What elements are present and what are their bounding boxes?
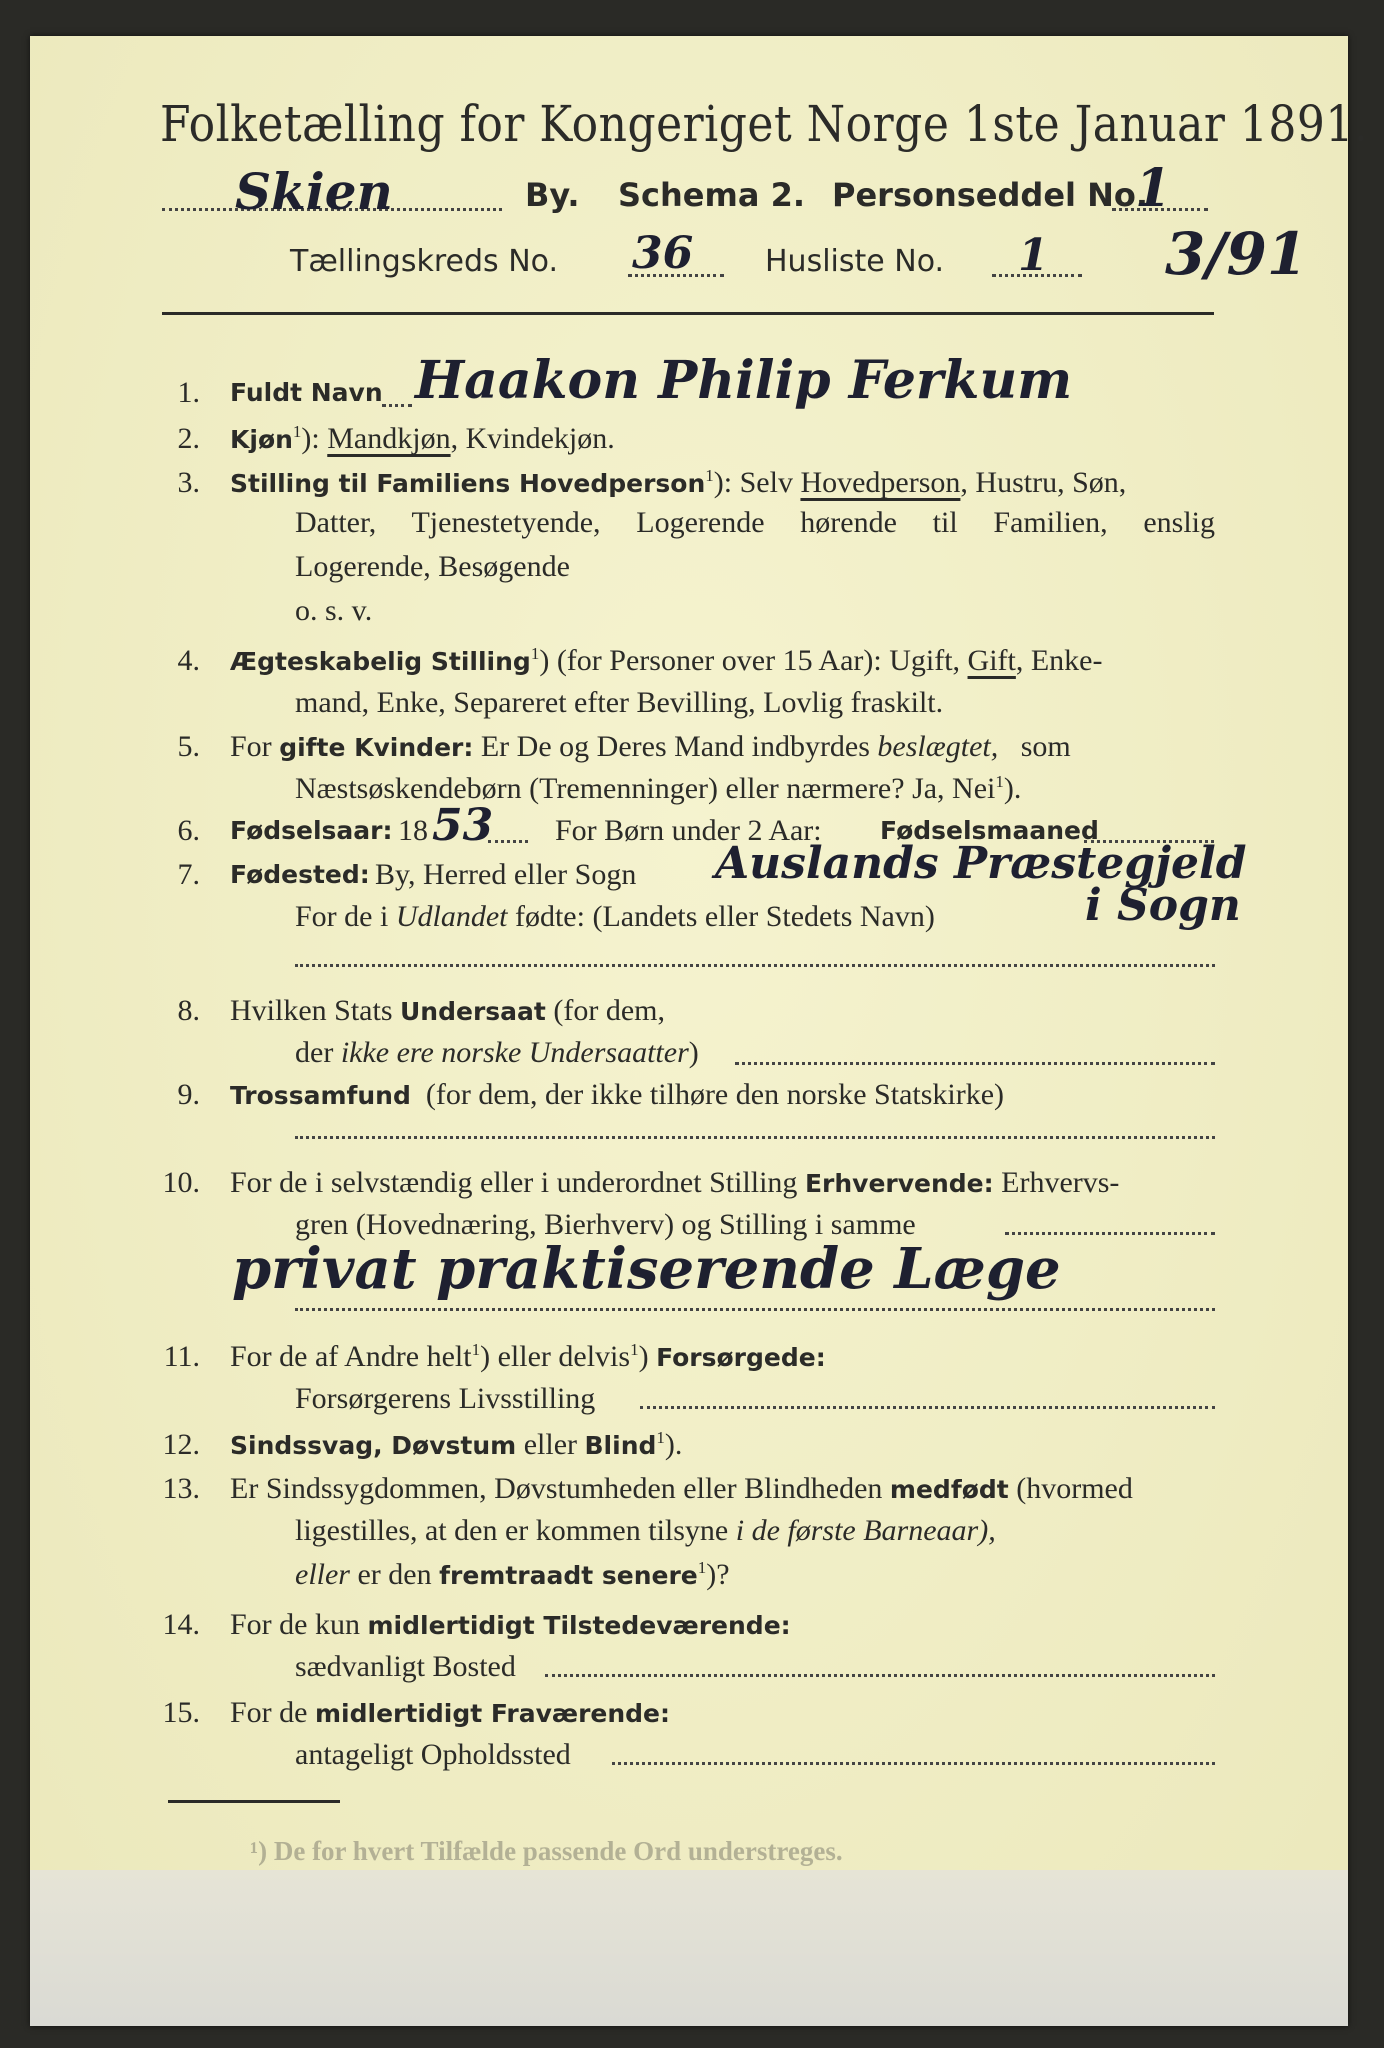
q13-line-1: Er Sindssygdommen, Døvstumheden eller Blindheden medfødt (hvormed — [230, 1472, 1133, 1505]
q2-footnote-mark: 1 — [292, 422, 302, 441]
q5-label: gifte Kvinder: — [279, 733, 474, 762]
q7-mid: By, Herred eller Sogn — [375, 858, 637, 891]
q13-line-2: ligestilles, at den er kommen tilsyne i de første Barneaar), — [295, 1514, 996, 1547]
q10-dotted-line-2 — [295, 1308, 1215, 1311]
item-number-10: 10. — [162, 1166, 200, 1199]
personseddel-number: 1 — [1135, 158, 1172, 219]
q3-line-2: Datter, Tjenestetyende, Logerende hørende til Familien, enslig — [295, 506, 1215, 539]
q4-line-1: Ægteskabelig Stilling$^1$) (for Personer over 15 Aar): Ugift, Gift, Enke- — [230, 644, 1103, 677]
q6-dotted-line — [488, 840, 528, 843]
q10-line-2: gren (Hovednæring, Bierhverv) og Stilling i samme — [295, 1208, 916, 1241]
census-form-paper — [30, 36, 1348, 2026]
q14-label: midlertidigt Tilstedeværende: — [367, 1611, 791, 1640]
q14-line-2: sædvanligt Bosted — [295, 1650, 516, 1683]
q7-answer-place: Auslands Præstegjeld — [715, 838, 1247, 889]
city-handwritten: Skien — [235, 162, 393, 221]
item-number-14: 14. — [162, 1608, 200, 1641]
q10-label: Erhvervende: — [804, 1169, 994, 1198]
q6-label-2: Fødselsmaaned — [880, 816, 1099, 845]
item-number-1: 1. — [177, 376, 200, 409]
q4-selected-gift: Gift — [967, 644, 1016, 677]
q15-dotted-line — [612, 1762, 1215, 1765]
item-number-8: 8. — [177, 994, 200, 1027]
q10-dotted-line — [1005, 1232, 1215, 1235]
header-rule — [162, 312, 1214, 315]
q2-selected-mandkjon: Mandkjøn — [327, 422, 451, 455]
q5-line-2: Næstsøskendebørn (Tremenninger) eller nærmere? Ja, Nei$^1$). — [295, 772, 1022, 805]
q8-line-1: Hvilken Stats Undersaat (for dem, — [230, 994, 665, 1027]
q1-answer-name: Haakon Philip Ferkum — [415, 350, 1073, 411]
footnote-rule — [168, 1800, 340, 1803]
item-number-6: 6. — [177, 814, 200, 847]
q6-mid: For Børn under 2 Aar: — [555, 814, 822, 847]
worn-paper-bottom — [30, 1870, 1348, 2026]
q14-line-1: For de kun midlertidigt Tilstedeværende: — [230, 1608, 791, 1641]
q12-label: Sindssvag, Døvstum — [230, 1431, 517, 1460]
item-number-7: 7. — [177, 858, 200, 891]
q7-dotted-line — [295, 964, 1215, 967]
item-number-15: 15. — [162, 1696, 200, 1729]
item-number-13: 13. — [162, 1472, 200, 1505]
q3-line-1: Stilling til Familiens Hovedperson$^1$): Selv Hovedperson, Hustru, Søn, — [230, 466, 1127, 499]
kreds-label: Tællingskreds No. — [290, 244, 558, 279]
q6-answer-year: 53 — [432, 800, 494, 851]
q2-label: Kjøn — [230, 425, 293, 454]
personseddel-label: Personseddel No. — [832, 176, 1149, 214]
item-number-2: 2. — [177, 422, 200, 455]
q7-label: Fødested: — [230, 860, 370, 889]
q8-line-2: der ikke ere norske Undersaatter) — [295, 1036, 699, 1069]
q13-line-3: eller er den fremtraadt senere$^1$)? — [295, 1558, 730, 1591]
q7-answer-place-2: i Sogn — [1085, 880, 1241, 931]
item-number-4: 4. — [177, 644, 200, 677]
husliste-number: 1 — [1018, 230, 1049, 281]
q9-line-1: Trossamfund (for dem, der ikke tilhøre den norske Statskirke) — [230, 1078, 1005, 1111]
schema-label: Schema 2. — [618, 176, 805, 214]
item-number-5: 5. — [177, 730, 200, 763]
item-number-11: 11. — [163, 1340, 200, 1373]
q15-line-1: For de midlertidigt Fraværende: — [230, 1696, 671, 1729]
q5-line-1: For gifte Kvinder: Er De og Deres Mand indbyrdes beslægtet, som — [230, 730, 1071, 763]
q11-line-1: For de af Andre helt$^1$) eller delvis$^1$) Forsørgede: — [230, 1340, 826, 1373]
q6-label: Fødselsaar: — [230, 816, 393, 845]
q6-century: 18 — [398, 814, 428, 847]
item-number-12: 12. — [162, 1428, 200, 1461]
q13-label: medfødt — [889, 1475, 1009, 1504]
q15-line-2: antageligt Opholdssted — [295, 1738, 571, 1771]
q2-option-kvindekjon: , Kvindekjøn. — [450, 422, 615, 455]
q11-dotted-line — [640, 1406, 1215, 1409]
item-number-9: 9. — [177, 1078, 200, 1111]
q12-line: Sindssvag, Døvstum eller Blind$^1$). — [230, 1428, 683, 1461]
by-label: By. — [525, 176, 580, 214]
q4-label: Ægteskabelig Stilling — [230, 647, 531, 676]
q1-label: Fuldt Navn — [230, 378, 383, 407]
q8-dotted-line — [735, 1062, 1215, 1065]
q11-line-2: Forsørgerens Livsstilling — [295, 1382, 596, 1415]
q7-line-2: For de i Udlandet fødte: (Landets eller Stedets Navn) — [295, 900, 935, 933]
kreds-number: 36 — [632, 228, 694, 279]
q15-label: midlertidigt Fraværende: — [315, 1699, 671, 1728]
q8-label: Undersaat — [400, 997, 546, 1026]
q10-answer-occupation: privat praktiserende Læge — [232, 1236, 1061, 1302]
q10-line-1: For de i selvstændig eller i underordnet Stilling Erhvervende: Erhvervs- — [230, 1166, 1120, 1199]
q11-label: Forsørgede: — [656, 1343, 826, 1372]
form-title: Folketælling for Kongeriget Norge 1ste Januar 1891. — [160, 96, 1369, 154]
q1-dotted-line — [382, 404, 412, 407]
footnote: ¹) De for hvert Tilfælde passende Ord understreges. — [250, 1836, 843, 1866]
husliste-label: Husliste No. — [765, 244, 945, 279]
q3-label: Stilling til Familiens Hovedperson — [230, 469, 706, 498]
q4-line-2: mand, Enke, Separeret efter Bevilling, Lovlig fraskilt. — [295, 686, 944, 719]
q3-selected-hovedperson: Hovedperson — [800, 466, 961, 499]
q3-line-4: o. s. v. — [295, 594, 373, 627]
q9-label: Trossamfund — [230, 1081, 411, 1110]
q9-dotted-line — [295, 1136, 1215, 1139]
item-number-3: 3. — [177, 466, 200, 499]
q14-dotted-line — [545, 1674, 1215, 1677]
q3-line-3: Logerende, Besøgende — [295, 550, 570, 583]
husliste-extra-note: 3/91 — [1165, 220, 1308, 288]
q2-line: Kjøn$^1$): Mandkjøn, Kvindekjøn. — [230, 422, 615, 455]
